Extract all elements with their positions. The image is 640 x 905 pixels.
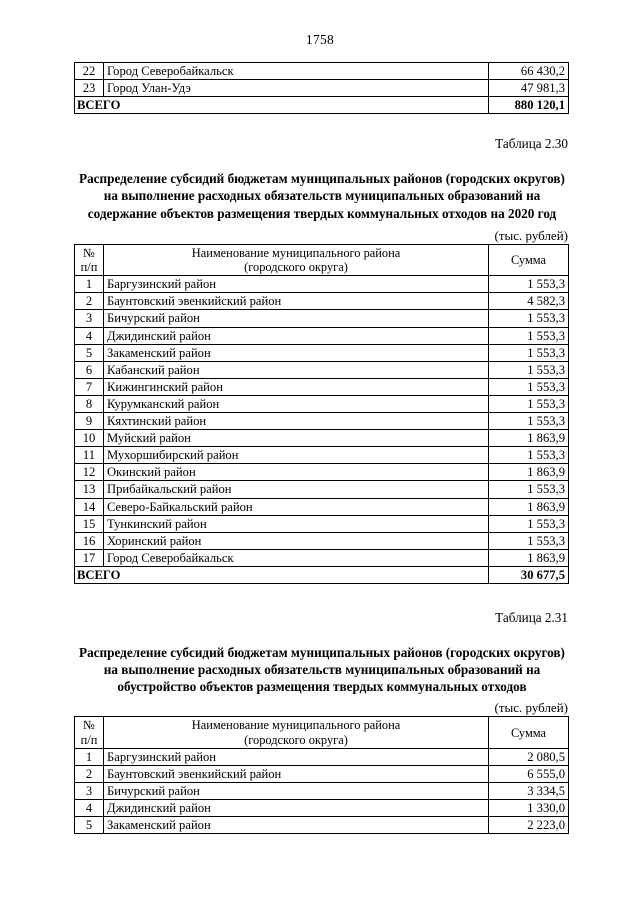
table-231-body	[75, 748, 569, 833]
row-name: Город Северобайкальск	[104, 63, 489, 80]
row-sum: 1 553,3	[489, 395, 569, 412]
table-row	[75, 430, 569, 447]
table-230-head	[75, 244, 569, 276]
row-sum: 1 863,9	[489, 430, 569, 447]
table-row	[75, 549, 569, 566]
table-230	[74, 244, 569, 584]
table-231-title: Распределение субсидий бюджетам муниципальных районов (городских округов) на выполнение расходных обязательств муниципальных образований на обустройство объектов размещения твердых коммунальных отходов	[79, 644, 565, 695]
row-sum: 3 334,5	[489, 783, 569, 800]
total-label: ВСЕГО	[75, 97, 489, 114]
row-name: Бичурский район	[104, 783, 489, 800]
row-sum: 4 582,3	[489, 293, 569, 310]
row-sum: 1 553,3	[489, 532, 569, 549]
table-row	[75, 344, 569, 361]
row-sum: 66 430,2	[489, 63, 569, 80]
column-header-name-line1: Наименование муниципального района	[191, 245, 401, 260]
row-sum: 1 330,0	[489, 800, 569, 817]
row-number: 14	[75, 498, 104, 515]
row-name: Северо-Байкальский район	[104, 498, 489, 515]
table-row	[75, 378, 569, 395]
row-name: Джидинский район	[104, 800, 489, 817]
row-number: 4	[75, 800, 104, 817]
total-label: ВСЕГО	[75, 566, 489, 583]
row-number: 7	[75, 378, 104, 395]
row-number: 23	[75, 80, 104, 97]
column-header-name-line2: (городского округа)	[244, 732, 348, 747]
table-231-head	[75, 717, 569, 749]
column-header-sum: Сумма	[489, 244, 569, 276]
row-sum: 1 553,3	[489, 413, 569, 430]
row-number: 1	[75, 276, 104, 293]
table-230-units: (тыс. рублей)	[494, 227, 568, 243]
row-number: 8	[75, 395, 104, 412]
row-name: Тункинский район	[104, 515, 489, 532]
column-header-number	[75, 717, 104, 749]
row-sum: 1 863,9	[489, 464, 569, 481]
column-header-number-line2: п/п	[80, 732, 98, 747]
row-number: 11	[75, 447, 104, 464]
row-sum: 6 555,0	[489, 766, 569, 783]
row-number: 16	[75, 532, 104, 549]
column-header-number	[75, 244, 104, 276]
row-name: Кижингинский район	[104, 378, 489, 395]
table-row	[75, 327, 569, 344]
table-row	[75, 63, 569, 80]
row-name: Баунтовский эвенкийский район	[104, 766, 489, 783]
row-name: Город Улан-Удэ	[104, 80, 489, 97]
table-header-row	[75, 244, 569, 276]
column-header-name	[104, 244, 489, 276]
row-sum: 1 553,3	[489, 310, 569, 327]
row-name: Курумканский район	[104, 395, 489, 412]
row-name: Джидинский район	[104, 327, 489, 344]
row-number: 13	[75, 481, 104, 498]
row-number: 6	[75, 361, 104, 378]
row-number: 2	[75, 766, 104, 783]
row-sum: 1 553,3	[489, 447, 569, 464]
table-row	[75, 783, 569, 800]
row-sum: 1 553,3	[489, 361, 569, 378]
row-name: Муйский район	[104, 430, 489, 447]
row-name: Баргузинский район	[104, 276, 489, 293]
table-230-title: Распределение субсидий бюджетам муниципальных районов (городских округов) на выполнение расходных обязательств муниципальных образований на содержание объектов размещения твердых коммунальных отходов на 2020 год	[79, 171, 565, 221]
column-header-number-line1: №	[83, 718, 95, 733]
row-sum: 1 553,3	[489, 276, 569, 293]
row-name: Закаменский район	[104, 344, 489, 361]
column-header-number-line2: п/п	[80, 260, 98, 275]
column-header-name	[104, 717, 489, 749]
table-231-label: Таблица 2.31	[495, 609, 568, 625]
row-name: Баргузинский район	[104, 748, 489, 765]
table-row	[75, 766, 569, 783]
column-header-number-line1: №	[83, 245, 95, 260]
row-sum: 1 553,3	[489, 344, 569, 361]
total-sum: 880 120,1	[489, 97, 569, 114]
table-header-row	[75, 717, 569, 749]
row-number: 1	[75, 748, 104, 765]
page-number: 1758	[305, 32, 335, 47]
row-number: 22	[75, 63, 104, 80]
row-number: 5	[75, 344, 104, 361]
row-name: Город Северобайкальск	[104, 549, 489, 566]
row-sum: 1 553,3	[489, 378, 569, 395]
table-230-body	[75, 276, 569, 584]
row-number: 10	[75, 430, 104, 447]
table-total-row	[75, 566, 569, 583]
row-number: 4	[75, 327, 104, 344]
table-row	[75, 293, 569, 310]
row-sum: 2 080,5	[489, 748, 569, 765]
row-number: 5	[75, 817, 104, 834]
table-230-label: Таблица 2.30	[495, 136, 568, 152]
row-number: 9	[75, 413, 104, 430]
row-name: Прибайкальский район	[104, 481, 489, 498]
row-number: 3	[75, 783, 104, 800]
row-sum: 1 553,3	[489, 481, 569, 498]
table-row	[75, 447, 569, 464]
row-name: Бичурский район	[104, 310, 489, 327]
table-top-body	[75, 63, 569, 114]
row-sum: 1 863,9	[489, 498, 569, 515]
row-sum: 2 223,0	[489, 817, 569, 834]
row-number: 17	[75, 549, 104, 566]
row-name: Мухоршибирский район	[104, 447, 489, 464]
column-header-name-line1: Наименование муниципального района	[191, 718, 401, 733]
table-row	[75, 515, 569, 532]
row-number: 15	[75, 515, 104, 532]
table-row	[75, 532, 569, 549]
table-row	[75, 481, 569, 498]
row-name: Окинский район	[104, 464, 489, 481]
table-231-units: (тыс. рублей)	[494, 700, 568, 716]
table-row	[75, 310, 569, 327]
table-row	[75, 361, 569, 378]
table-row	[75, 498, 569, 515]
row-sum: 1 863,9	[489, 549, 569, 566]
table-231	[74, 716, 569, 834]
table-row	[75, 395, 569, 412]
row-sum: 1 553,3	[489, 327, 569, 344]
table-row	[75, 748, 569, 765]
table-total-row	[75, 97, 569, 114]
row-name: Баунтовский эвенкийский район	[104, 293, 489, 310]
table-row	[75, 276, 569, 293]
table-row	[75, 80, 569, 97]
row-number: 2	[75, 293, 104, 310]
table-row	[75, 817, 569, 834]
table-row	[75, 413, 569, 430]
row-sum: 1 553,3	[489, 515, 569, 532]
table-row	[75, 800, 569, 817]
row-number: 12	[75, 464, 104, 481]
row-name: Закаменский район	[104, 817, 489, 834]
total-sum: 30 677,5	[489, 566, 569, 583]
row-name: Хоринский район	[104, 532, 489, 549]
column-header-sum: Сумма	[489, 717, 569, 749]
table-continued-from-previous-page	[74, 62, 569, 114]
row-number: 3	[75, 310, 104, 327]
row-name: Кабанский район	[104, 361, 489, 378]
table-row	[75, 464, 569, 481]
row-name: Кяхтинский район	[104, 413, 489, 430]
row-sum: 47 981,3	[489, 80, 569, 97]
column-header-name-line2: (городского округа)	[244, 260, 348, 275]
